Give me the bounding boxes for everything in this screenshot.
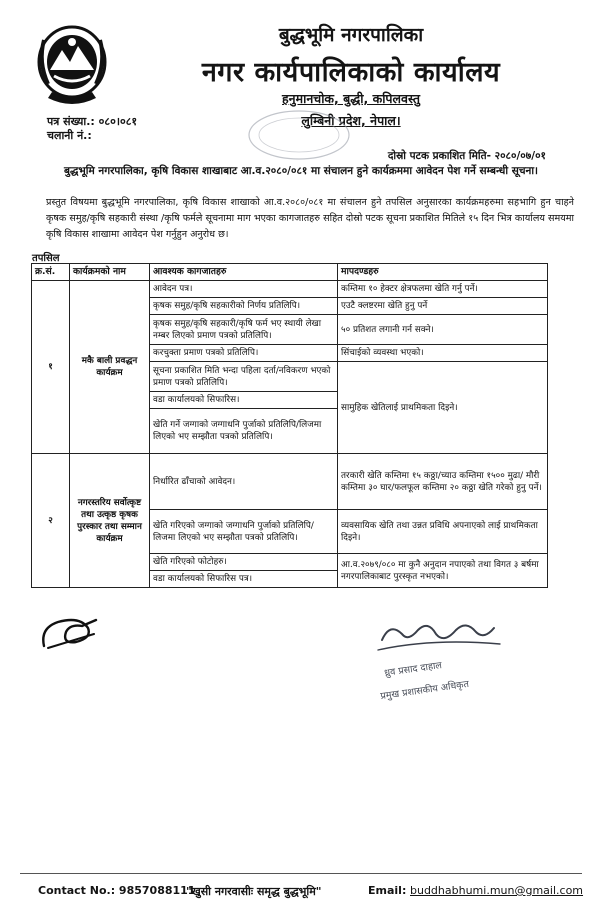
- document-cell: खेति गरिएको फोटोहरु।: [150, 554, 338, 571]
- email-link[interactable]: buddhabhumi.mun@gmail.com: [410, 884, 584, 897]
- left-signature-mark: [36, 612, 106, 654]
- municipality-name: बुद्धभूमि नगरपालिका: [278, 24, 424, 46]
- header-serial: क्र.सं.: [32, 264, 70, 281]
- published-date: दोस्रो पटक प्रकाशित मिति- २०८०/०७/०१: [387, 150, 546, 162]
- municipality-emblem: [34, 20, 110, 112]
- document-cell: करचुक्ता प्रमाण पत्रको प्रतिलिपि।: [150, 345, 338, 362]
- criteria-cell: ५० प्रतिशत लगानी गर्न सक्ने।: [338, 315, 548, 345]
- criteria-cell: सिंचाईको व्यवस्था भएको।: [338, 345, 548, 362]
- document-cell: कृषक समुह/कृषि सहकारी/कृषि फर्म भए स्थायी लेखा नम्बर लिएको प्रमाण पत्रको प्रतिलिपि।: [150, 315, 338, 345]
- requirements-table: [31, 263, 548, 588]
- document-cell: खेति गर्ने जग्गाको जग्गाधनि पुर्जाको प्रतिलिपि/लिजमा लिएको भए सम्झौता पत्रको प्रतिलिपि।: [150, 409, 338, 454]
- office-title: नगर कार्यपालिकाको कार्यालय: [201, 57, 501, 88]
- criteria-cell: कम्तिमा १० हेक्टर क्षेत्रफलमा खेति गर्नु पर्ने।: [338, 281, 548, 298]
- notice-body: प्रस्तुत विषयमा बुद्धभूमि नगरपालिका, कृषि विकास शाखाको आ.व.२०८०/०८१ मा संचालन हुने तपसिल अनुसारका कार्यक्रमहरुमा सहभागि हुन चाहने कृषक समुह/कृषि सहकारी संस्था /कृषि फर्मले सूचनामा माग भएका कागजातहरु सहित दोस्रो पटक सूचना प्रकाशित मितिले १५ दिन भित्र कार्यालय समयमा कृषि विकास शाखामा आवेदन पेश गर्नुहुन अनुरोध छ।: [46, 197, 574, 240]
- document-cell: वडा कार्यालयको सिफारिस।: [150, 392, 338, 409]
- footer-slogan: "खुसी नगरवासीः समृद्ध बुद्धभूमि": [186, 885, 322, 898]
- address-line-2: लुम्बिनी प्रदेश, नेपाल।: [301, 113, 401, 128]
- officer-name: ध्रुव प्रसाद दाहाल: [383, 660, 443, 679]
- dispatch-number: चलानी नं.:: [47, 129, 92, 142]
- document-cell: कृषक समुह/कृषि सहकारीको निर्णय प्रतिलिपि।: [150, 298, 338, 315]
- table-header-row: [32, 264, 548, 281]
- serial-cell: २: [32, 454, 70, 588]
- criteria-cell: सामुहिक खेतिलाई प्राथमिकता दिइने।: [338, 362, 548, 454]
- email-label: Email:: [368, 884, 407, 897]
- receipt-stamp: [245, 108, 353, 162]
- document-cell: आवेदन पत्र।: [150, 281, 338, 298]
- criteria-cell: आ.व.२०७९/०८० मा कुनै अनुदान नपाएको तथा विगत ३ बर्षमा नगरपालिकाबाट पुरस्कृत नभएको।: [338, 554, 548, 588]
- footer-divider: [20, 873, 582, 874]
- table-row: [32, 454, 548, 510]
- header-criteria: मापदण्डहरु: [338, 264, 548, 281]
- document-cell: वडा कार्यालयको सिफारिस पत्र।: [150, 571, 338, 588]
- notice-subject: बुद्धभूमि नगरपालिका, कृषि विकास शाखाबाट आ.व.२०८०/०८१ मा संचालन हुने कार्यक्रममा आवेदन पेश गर्ने सम्बन्धी सूचना।: [63, 165, 539, 177]
- program-cell: नगरस्तरिय सर्वोत्कृष्ट तथा उत्कृष्ठ कृषक पुरस्कार तथा सम्मान कार्यक्रम: [70, 454, 150, 588]
- serial-cell: १: [32, 281, 70, 454]
- address-line-1: हनुमानचोक, बुद्धी, कपिलवस्तु: [282, 91, 420, 106]
- criteria-cell: तरकारी खेति कम्तिमा १५ कठ्ठा/च्याउ कम्तिमा १५०० मुढा/ मौरी कम्तिमा ३० घार/फलफूल कम्तिमा २० कठ्ठा खेति गरेको हुनु पर्ने।: [338, 454, 548, 510]
- document-cell: सूचना प्रकाशित मिति भन्दा पहिला दर्ता/नविकरण भएको प्रमाण पत्रको प्रतिलिपि।: [150, 362, 338, 392]
- document-cell: खेति गरिएको जग्गाको जग्गाधनि पुर्जाको प्रतिलिपि/लिजमा लिएको भए सम्झौता पत्रको प्रतिलिपि।: [150, 510, 338, 554]
- program-cell: मकै बाली प्रवद्धन कार्यक्रम: [70, 281, 150, 454]
- criteria-cell: व्यवसायिक खेति तथा उन्नत प्रविधि अपनाएको लाई प्राथमिकता दिइने।: [338, 510, 548, 554]
- letter-number: पत्र संख्या.: ०८०।०८१: [47, 115, 138, 128]
- contact-number: Contact No.: 9857088111: [38, 884, 196, 897]
- table-row: [32, 281, 548, 298]
- criteria-cell: एउटै क्लष्टरमा खेति हुनु पर्ने: [338, 298, 548, 315]
- header-program: कार्यक्रमको नाम: [70, 264, 150, 281]
- officer-title: प्रमुख प्रशासकीय अधिकृत: [379, 678, 470, 703]
- document-cell: निर्धारित ढाँचाको आवेदन।: [150, 454, 338, 510]
- header-documents: आवश्यक कागजातहरु: [150, 264, 338, 281]
- table-label: तपसिल: [32, 253, 60, 264]
